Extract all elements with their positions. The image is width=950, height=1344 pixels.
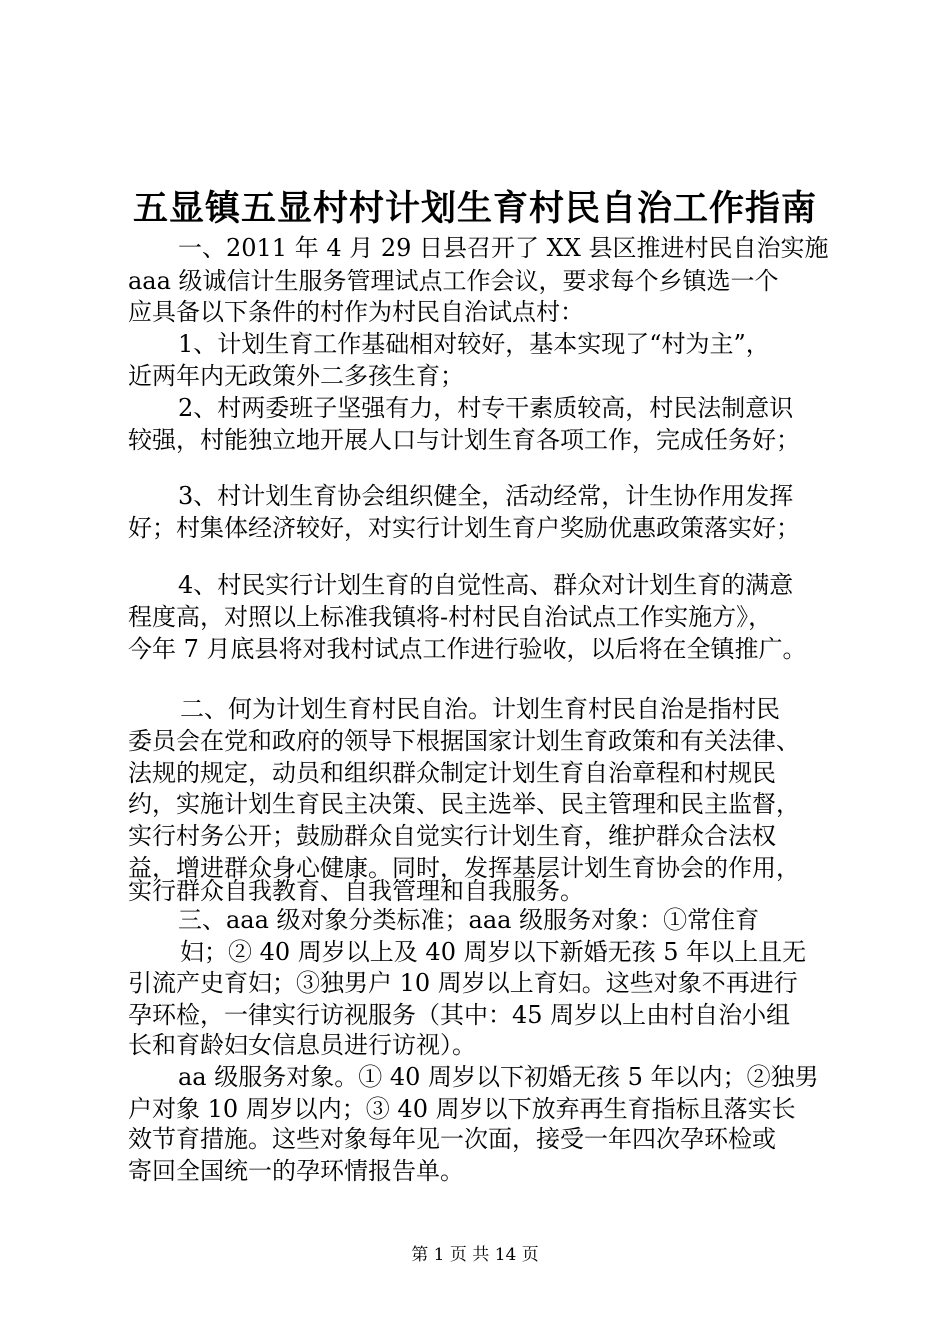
text-line: aaa 级诚信计生服务管理试点工作会议，要求每个乡镇选一个: [128, 267, 779, 295]
text-line: 3、村计划生育协会组织健全，活动经常，计生协作用发挥: [178, 482, 794, 510]
page-footer: 第 1 页 共 14 页: [411, 1245, 539, 1265]
text-line: 约，实施计划生育民主决策、民主选举、民主管理和民主监督，: [128, 790, 800, 818]
text-line: 长和育龄妇女信息员进行访视）。: [128, 1031, 476, 1059]
text-line: 益，增进群众身心健康。同时，发挥基层计划生育协会的作用，: [128, 854, 800, 882]
text-line: 2、村两委班子坚强有力，村专干素质较高，村民法制意识: [178, 394, 794, 422]
text-line: 程度高，对照以上标准我镇将-村村民自治试点工作实施方》，: [128, 603, 773, 631]
text-line: 三、aaa 级对象分类标准；aaa 级服务对象：①常住育: [178, 906, 760, 934]
document-title: 五显镇五显村村计划生育村民自治工作指南: [132, 189, 817, 229]
text-line: 实行群众自我教育、自我管理和自我服务。: [128, 877, 584, 905]
text-line: 二、何为计划生育村民自治。计划生育村民自治是指村民: [180, 695, 780, 723]
text-line: 今年 7 月底县将对我村试点工作进行验收，以后将在全镇推广。: [128, 635, 807, 663]
text-line: 应具备以下条件的村作为村民自治试点村：: [128, 298, 584, 326]
text-line: aa 级服务对象。① 40 周岁以下初婚无孩 5 年以内；②独男: [178, 1063, 819, 1091]
text-line: 一、2011 年 4 月 29 日县召开了 XX 县区推进村民自治实施: [178, 234, 829, 262]
text-line: 委员会在党和政府的领导下根据国家计划生育政策和有关法律、: [128, 727, 800, 755]
text-line: 较强，村能独立地开展人口与计划生育各项工作，完成任务好；: [128, 426, 800, 454]
text-line: 效节育措施。这些对象每年见一次面，接受一年四次孕环检或: [128, 1125, 776, 1153]
text-line: 孕环检，一律实行访视服务（其中：45 周岁以上由村自治小组: [128, 1001, 791, 1029]
text-line: 引流产史育妇；③独男户 10 周岁以上育妇。这些对象不再进行: [128, 969, 798, 997]
text-line: 1、计划生育工作基础相对较好，基本实现了“村为主”，: [178, 330, 770, 358]
text-line: 妇；② 40 周岁以上及 40 周岁以下新婚无孩 5 年以上且无: [180, 938, 807, 966]
text-line: 法规的规定，动员和组织群众制定计划生育自治章程和村规民: [128, 759, 776, 787]
text-line: 实行村务公开；鼓励群众自觉实行计划生育，维护群众合法权: [128, 822, 776, 850]
text-line: 好；村集体经济较好，对实行计划生育户奖励优惠政策落实好；: [128, 514, 800, 542]
text-line: 4、村民实行计划生育的自觉性高、群众对计划生育的满意: [178, 571, 794, 599]
text-line: 近两年内无政策外二多孩生育；: [128, 362, 464, 390]
text-line: 户对象 10 周岁以内；③ 40 周岁以下放弃再生育指标且落实长: [128, 1095, 796, 1123]
text-line: 寄回全国统一的孕环情报告单。: [128, 1157, 464, 1185]
